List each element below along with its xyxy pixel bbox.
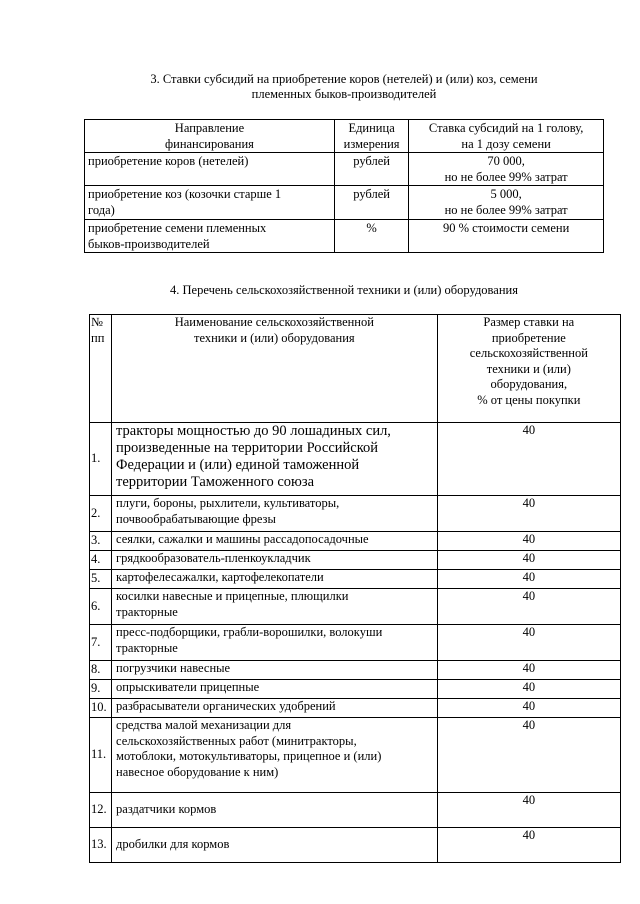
row-name-line: территории Таможенного союза	[116, 474, 315, 490]
header-number-line1: №	[91, 315, 103, 329]
row-number: 12.	[90, 793, 112, 828]
row-name-line: сельскохозяйственных работ (минитракторы,	[116, 733, 357, 748]
table-row	[85, 220, 604, 253]
equipment-table-body	[90, 423, 621, 863]
row-rate: 40	[437, 496, 620, 532]
table-header-row	[90, 315, 621, 423]
row-number: 1.	[90, 423, 112, 496]
row-name-line: мотоблоки, мотокультиваторы, прицепное и (или)	[116, 749, 382, 763]
table-row	[90, 570, 621, 589]
header-rate-line2: приобретение	[491, 330, 566, 345]
equipment-table	[89, 314, 621, 863]
row-name-line: картофелесажалки, картофелекопатели	[116, 570, 324, 584]
row-name-line: опрыскиватели прицепные	[116, 680, 260, 694]
row-rate: 40	[437, 699, 620, 718]
table-row	[90, 589, 621, 625]
table-row	[85, 153, 604, 186]
row-name-line: пресс-подборщики, грабли-ворошилки, волокуши	[116, 625, 383, 639]
row-name-line: тракторные	[116, 640, 178, 655]
table-row	[90, 532, 621, 551]
row-name	[112, 589, 438, 625]
table-header-row	[85, 120, 604, 153]
row-name-line: раздатчики кормов	[116, 802, 217, 817]
row-name-line: погрузчики навесные	[116, 661, 231, 675]
subsidy-rates-table	[84, 119, 604, 253]
row-name	[112, 551, 438, 570]
row-name	[112, 680, 438, 699]
row-unit: рублей	[334, 186, 408, 220]
row-name	[112, 661, 438, 680]
row-rate	[409, 186, 604, 220]
row-number: 2.	[90, 496, 112, 532]
row-rate: 40	[437, 551, 620, 570]
row-rate: 40	[437, 680, 620, 699]
table-row	[90, 680, 621, 699]
row-name-line: навесное оборудование к ним)	[116, 764, 279, 779]
section3-title-line2: племенных быков-производителей	[251, 87, 437, 101]
row-name	[112, 699, 438, 718]
row-name	[112, 625, 438, 661]
row-name-line: тракторы мощностью до 90 лошадиных сил,	[116, 423, 391, 439]
table-row	[90, 828, 621, 863]
header-direction-line2: финансирования	[165, 137, 254, 151]
table-row	[90, 423, 621, 496]
header-name	[112, 315, 438, 423]
row-direction	[85, 186, 335, 220]
row-name-line: произведенные на территории Российской	[116, 440, 379, 456]
header-rate-line6: % от цены покупки	[477, 392, 581, 407]
row-name-line: дробилки для кормов	[116, 837, 230, 852]
row-number: 10.	[90, 699, 112, 718]
row-name-line: почвообрабатывающие фрезы	[116, 511, 276, 526]
row-number: 6.	[90, 589, 112, 625]
row-direction-line2: года)	[88, 203, 115, 217]
row-rate	[409, 153, 604, 186]
row-name	[112, 718, 438, 793]
row-rate: 40	[437, 570, 620, 589]
header-name-line2: техники и (или) оборудования	[193, 330, 355, 345]
section4-title: 4. Перечень сельскохозяйственной техники и (или) оборудования	[170, 283, 518, 297]
row-number: 8.	[90, 661, 112, 680]
row-direction	[85, 220, 335, 253]
row-rate: 90 % стоимости семени	[409, 220, 604, 253]
table-row	[90, 496, 621, 532]
row-number: 11.	[90, 718, 112, 793]
row-direction	[85, 153, 335, 186]
row-name-line: грядкообразователь-пленкоукладчик	[116, 551, 311, 565]
row-name-line: разбрасыватели органических удобрений	[116, 699, 336, 713]
row-rate: 40	[437, 625, 620, 661]
row-number: 5.	[90, 570, 112, 589]
row-name	[112, 423, 438, 496]
header-direction	[85, 120, 335, 153]
header-unit-line2: измерения	[343, 137, 400, 151]
header-rate-line2: на 1 дозу семени	[461, 137, 551, 151]
row-rate: 40	[437, 718, 620, 793]
row-direction-line1: приобретение коров (нетелей)	[88, 154, 249, 168]
row-rate-line2: но не более 99% затрат	[444, 170, 568, 184]
row-name-line: тракторные	[116, 604, 178, 619]
table-row	[90, 551, 621, 570]
row-name	[112, 828, 438, 863]
table-row	[90, 793, 621, 828]
row-rate: 40	[437, 661, 620, 680]
header-unit-line1: Единица	[348, 121, 395, 135]
row-name-line: косилки навесные и прицепные, плющилки	[116, 589, 349, 603]
header-number-line2: пп	[91, 330, 105, 345]
table-row	[90, 699, 621, 718]
row-direction-line1: приобретение коз (козочки старше 1	[88, 187, 282, 201]
header-rate-line5: оборудования,	[490, 377, 568, 391]
header-name-line1: Наименование сельскохозяйственной	[174, 315, 374, 329]
row-number: 9.	[90, 680, 112, 699]
table-row	[90, 625, 621, 661]
row-unit: рублей	[334, 153, 408, 186]
section3-title	[84, 72, 604, 102]
row-number: 7.	[90, 625, 112, 661]
header-rate-line4: техники и (или)	[486, 361, 571, 376]
section3-title-line1: 3. Ставки субсидий на приобретение коров (нетелей) и (или) коз, семени	[150, 72, 538, 86]
row-rate-line1: 70 000,	[487, 154, 525, 168]
header-rate	[437, 315, 620, 423]
row-name-line: Федерации и (или) единой таможенной	[116, 457, 360, 473]
table-row	[90, 661, 621, 680]
row-rate: 40	[437, 532, 620, 551]
row-name	[112, 496, 438, 532]
row-name-line: средства малой механизации для	[116, 718, 292, 732]
row-name-line: сеялки, сажалки и машины рассадопосадочные	[116, 532, 369, 546]
table-row	[90, 718, 621, 793]
row-unit: %	[334, 220, 408, 253]
row-rate: 40	[437, 589, 620, 625]
header-rate	[409, 120, 604, 153]
row-name-line: плуги, бороны, рыхлители, культиваторы,	[116, 496, 340, 510]
row-number: 13.	[90, 828, 112, 863]
header-rate-line3: сельскохозяйственной	[469, 346, 588, 360]
row-name	[112, 532, 438, 551]
header-rate-line1: Ставка субсидий на 1 голову,	[428, 121, 584, 135]
header-rate-line1: Размер ставки на	[483, 315, 575, 329]
row-name	[112, 793, 438, 828]
row-name	[112, 570, 438, 589]
header-number	[90, 315, 112, 423]
row-rate: 40	[437, 423, 620, 496]
row-direction-line1: приобретение семени племенных	[88, 221, 267, 235]
row-rate: 40	[437, 828, 620, 863]
table-row	[85, 186, 604, 220]
row-number: 4.	[90, 551, 112, 570]
row-rate: 40	[437, 793, 620, 828]
header-unit	[334, 120, 408, 153]
header-direction-line1: Направление	[174, 121, 245, 135]
row-rate-line2: но не более 99% затрат	[444, 203, 568, 217]
row-rate-line1: 5 000,	[490, 187, 522, 201]
row-direction-line2: быков-производителей	[88, 237, 210, 251]
row-number: 3.	[90, 532, 112, 551]
